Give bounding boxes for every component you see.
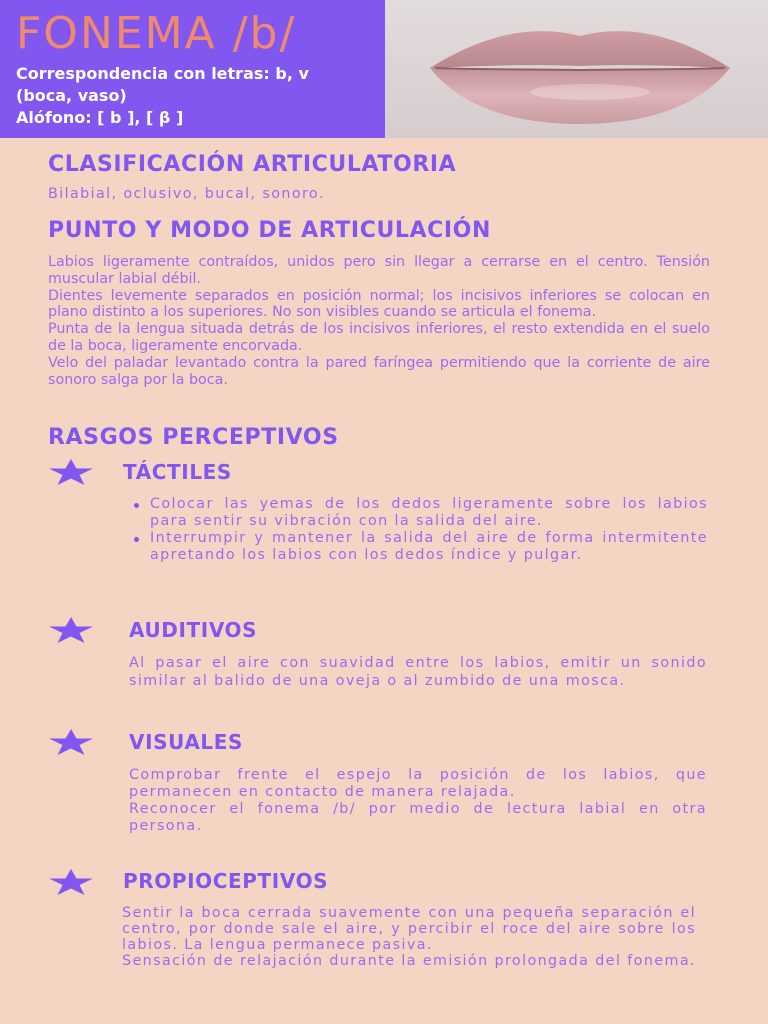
allophones: Alófono: [ b ], [ β ]	[16, 108, 184, 127]
header-panel	[0, 0, 385, 138]
auditivos-text: Al pasar el aire con suavidad entre los labios, emitir un sonido similar al balido de una oveja o al zumbido de una mosca.	[129, 655, 707, 689]
list-item-text: Interrumpir y mantener la salida del aire de forma intermitente apretando los labios con los dedos índice y pulgar.	[150, 530, 708, 563]
list-item-text: Colocar las yemas de los dedos ligeramente sobre los labios para sentir su vibración con la salida del aire.	[150, 496, 708, 529]
tactiles-list	[128, 496, 708, 564]
visuales-text	[129, 767, 707, 835]
list-item	[128, 530, 708, 564]
star-icon	[48, 728, 94, 756]
punto-modo-paragraph: Labios ligeramente contraídos, unidos pero sin llegar a cerrarse en el centro. Tensión muscular labial débil.	[48, 254, 710, 287]
heading-visuales: VISUALES	[129, 730, 244, 754]
example-words: (boca, vaso)	[16, 86, 127, 105]
propioceptivos-paragraph: Sentir la boca cerrada suavemente con una pequeña separación el centro, por donde sale el aire, y percibir el roce del aire sobre los labios. La lengua permanece pasiva.	[122, 905, 696, 953]
heading-tactiles: TÁCTILES	[123, 460, 232, 484]
heading-propioceptivos: PROPIOCEPTIVOS	[123, 869, 329, 893]
punto-modo-paragraph: Dientes levemente separados en posición normal; los incisivos inferiores se colocan en plano distinto a los superiores. No son visibles cuando se articula el fonema.	[48, 287, 710, 321]
propioceptivos-paragraph: Sensación de relajación durante la emisión prolongada del fonema.	[122, 953, 696, 969]
punto-modo-paragraph: Punta de la lengua situada detrás de los incisivos inferiores, el resto extendida en el suelo de la boca, ligeramente encorvada.	[48, 321, 710, 354]
clasificacion-text: Bilabial, oclusivo, bucal, sonoro.	[48, 186, 325, 202]
propioceptivos-text	[122, 905, 696, 969]
heading-rasgos: RASGOS PERCEPTIVOS	[48, 425, 339, 450]
punto-modo-paragraph: Velo del paladar levantado contra la pared faríngea permitiendo que la corriente de aire sonoro salga por la boca.	[48, 354, 710, 388]
bullet-dot	[134, 537, 139, 542]
heading-punto-modo: PUNTO Y MODO DE ARTICULACIÓN	[48, 218, 491, 243]
header	[0, 0, 768, 138]
punto-modo-text	[48, 254, 710, 388]
bullet-dot	[134, 503, 139, 508]
star-icon	[48, 458, 94, 486]
lips-photo	[385, 0, 768, 138]
page-title: FONEMA /b/	[16, 8, 297, 59]
visuales-paragraph: Comprobar frente el espejo la posición de los labios, que permanecen en contacto de manera relajada.	[129, 767, 707, 800]
heading-clasificacion: CLASIFICACIÓN ARTICULATORIA	[48, 152, 457, 177]
heading-auditivos: AUDITIVOS	[129, 618, 258, 642]
letter-correspondence: Correspondencia con letras: b, v	[16, 64, 309, 83]
list-item	[128, 496, 708, 530]
visuales-paragraph: Reconocer el fonema /b/ por medio de lectura labial en otra persona.	[129, 801, 707, 834]
star-icon	[48, 868, 94, 896]
star-icon	[48, 616, 94, 644]
